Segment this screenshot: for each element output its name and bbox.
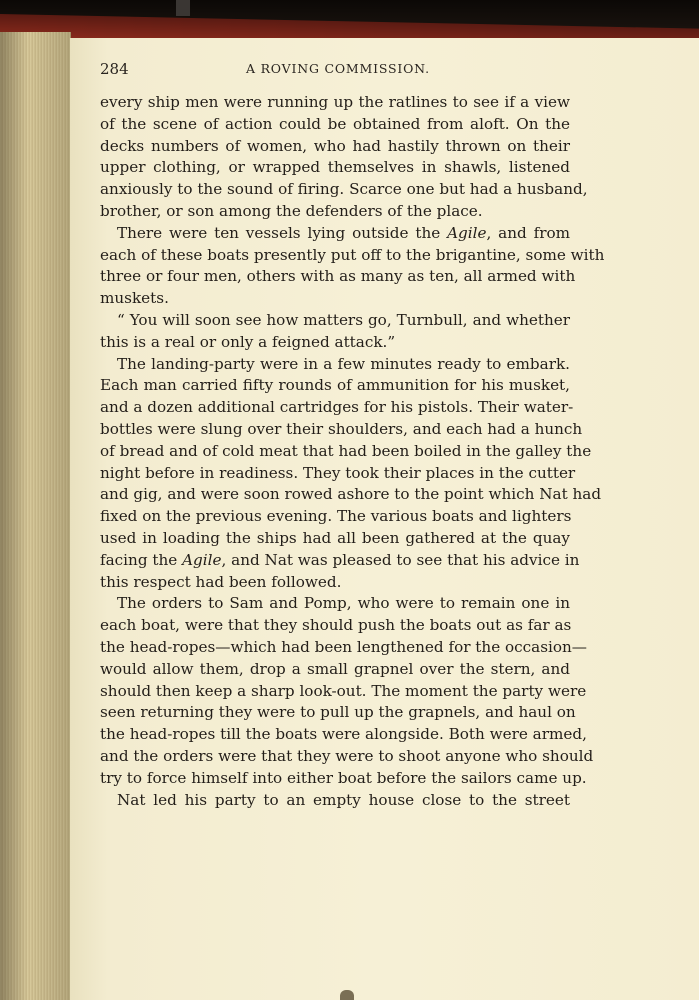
text-line: fixed on the previous evening. The various boats and lighters [100, 507, 572, 526]
text-line: decks numbers of women, who had hastily thrown on their [100, 136, 570, 155]
text-line: three or four men, others with as many as ten, all armed with [100, 267, 576, 286]
text-line: the head-ropes till the boats were alongside. Both were armed, [100, 725, 587, 744]
text-line: would allow them, drop a small grapnel over the stern, and [100, 659, 570, 678]
text-line: anxiously to the sound of firing. Scarce one but had a husband, [100, 180, 588, 199]
text-line: each of these boats presently put off to the brigantine, some with [100, 245, 605, 264]
text-line: and the orders were that they were to shoot anyone who should [100, 746, 594, 765]
body-text [100, 92, 605, 811]
text-line: seen returning they were to pull up the grapnels, and haul on [100, 703, 576, 722]
text-line: should then keep a sharp look-out. The moment the party were [100, 681, 587, 700]
text-line: bottles were slung over their shoulders, and each had a hunch [100, 419, 583, 438]
page-number: 284 [100, 60, 129, 78]
text-line: this is a real or only a feigned attack.” [100, 332, 396, 351]
text-line: try to force himself into either boat before the sailors came up. [100, 768, 587, 787]
page-edges [0, 32, 71, 1000]
text-line: this respect had been followed. [100, 572, 342, 591]
bookmark-ribbon [176, 0, 190, 16]
text-line: night before in readiness. They took their places in the cutter [100, 463, 576, 482]
text-line: facing the Agile, and Nat was pleased to see that his advice in [100, 550, 580, 569]
text-line: used in loading the ships had all been gathered at the quay [100, 528, 570, 547]
text-line: of bread and of cold meat that had been boiled in the galley the [100, 441, 592, 460]
text-line: every ship men were running up the ratlines to see if a view [100, 93, 570, 111]
text-line: and gig, and were soon rowed ashore to the point which Nat had [100, 485, 602, 504]
text-line: upper clothing, or wrapped themselves in shawls, listened [100, 158, 570, 177]
text-line: each boat, were that they should push the boats out as far as [100, 616, 572, 635]
running-head: A ROVING COMMISSION. [246, 61, 430, 76]
text-line: and a dozen additional cartridges for his pistols. Their water- [100, 398, 574, 417]
text-line: Nat led his party to an empty house close to the street [117, 790, 570, 809]
text-line: Each man carried fifty rounds of ammunition for his musket, [100, 376, 570, 395]
text-line: There were ten vessels lying outside the Agile, and from [117, 223, 571, 242]
text-line: brother, or son among the defenders of the place. [100, 201, 483, 220]
text-line: the head-ropes—which had been lengthened for the occasion— [100, 637, 587, 656]
text-line: muskets. [100, 289, 169, 308]
text-line: of the scene of action could be obtained from aloft. On the [100, 114, 570, 133]
page-header [100, 60, 540, 80]
text-line: The orders to Sam and Pomp, who were to remain one in [117, 594, 570, 613]
binding-mark [340, 990, 354, 1000]
text-line: “ You will soon see how matters go, Turnbull, and whether [117, 310, 570, 329]
text-line: The landing-party were in a few minutes ready to embark. [117, 354, 570, 373]
